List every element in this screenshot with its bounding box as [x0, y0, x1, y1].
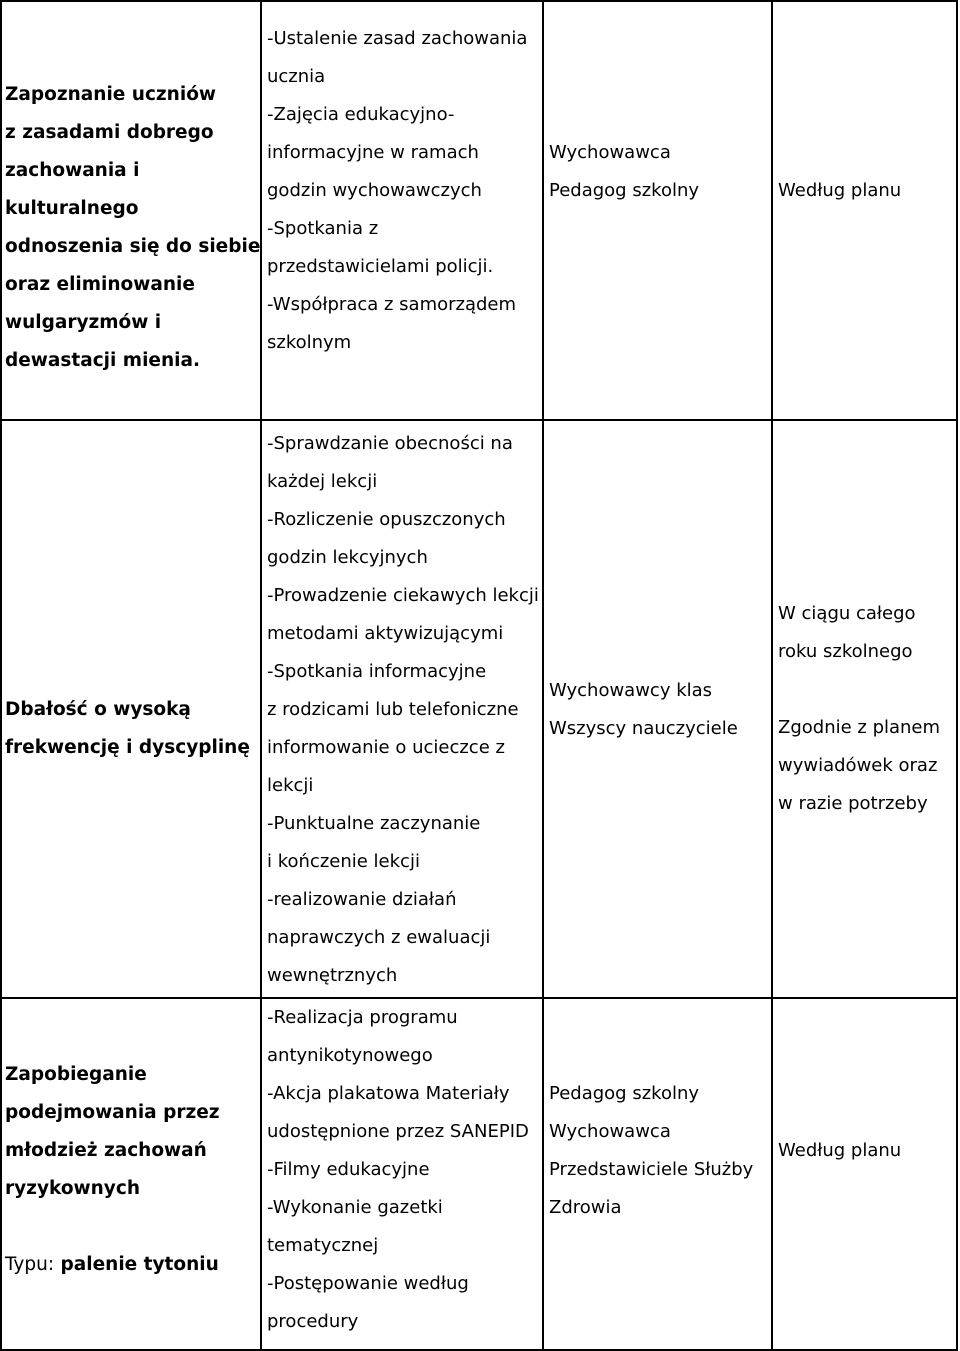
row1-responsible-line: Pedagog szkolny	[549, 180, 700, 201]
row2-activity-line: lekcji	[267, 775, 314, 796]
row2-deadline-line: Zgodnie z planem	[778, 717, 941, 738]
row1-topic-line: Zapoznanie uczniów	[5, 84, 216, 105]
row3-topic-type	[5, 1246, 220, 1284]
row2-deadline-line: roku szkolnego	[778, 641, 913, 662]
table-border-top	[0, 0, 958, 2]
row1-activity-line: ucznia	[267, 66, 326, 87]
row1-activity-line: przedstawicielami policji.	[267, 256, 494, 277]
table-border-left	[0, 0, 2, 1351]
row2-activity-line: z rodzicami lub telefoniczne	[267, 699, 519, 720]
row2-activity-line: wewnętrznych	[267, 965, 398, 986]
row3-topic-cell	[5, 1056, 220, 1284]
row2-activity-line: -Spotkania informacyjne	[267, 661, 487, 682]
row1-activity-line: -Zajęcia edukacyjno-	[267, 104, 455, 125]
row1-responsible-line: Wychowawca	[549, 142, 671, 163]
row1-topic-cell	[5, 76, 260, 380]
row2-activity-line: -Rozliczenie opuszczonych	[267, 509, 506, 530]
row3-topic-line: Zapobieganie	[5, 1064, 147, 1085]
row3-deadline-cell	[778, 1132, 901, 1170]
row2-activity-line: -Prowadzenie ciekawych lekcji	[267, 585, 539, 606]
row2-deadline-cell	[778, 595, 940, 823]
row3-topic-line: ryzykownych	[5, 1178, 140, 1199]
row2-activity-line: godzin lekcyjnych	[267, 547, 428, 568]
row1-activity-line: godzin wychowawczych	[267, 180, 482, 201]
row1-topic-line: dewastacji mienia.	[5, 350, 200, 371]
row2-responsible-line: Wszyscy nauczyciele	[549, 718, 738, 739]
row3-deadline-line: Według planu	[778, 1140, 902, 1161]
row3-activity-line: procedury	[267, 1311, 359, 1332]
row2-topic-line: Dbałość o wysoką	[5, 699, 191, 720]
row1-topic-line: odnoszenia się do siebie	[5, 236, 261, 257]
row1-topic-line: zachowania i	[5, 160, 140, 181]
row2-responsible-line: Wychowawcy klas	[549, 680, 713, 701]
row2-activities-cell	[267, 425, 539, 995]
row3-activity-line: -Postępowanie według	[267, 1273, 469, 1294]
row3-activity-line: udostępnione przez SANEPID	[267, 1121, 529, 1142]
column-divider-2	[542, 0, 544, 1351]
row3-activities-cell	[267, 999, 529, 1341]
row1-activity-line: informacyjne w ramach	[267, 142, 479, 163]
row3-topic-line: młodzież zachowań	[5, 1140, 207, 1161]
row2-deadline-line: W ciągu całego	[778, 603, 916, 624]
column-divider-3	[771, 0, 773, 1351]
row1-activity-line: -Współpraca z samorządem	[267, 294, 517, 315]
row3-topic-line: podejmowania przez	[5, 1102, 220, 1123]
row2-activity-line: -Punktualne zaczynanie	[267, 813, 481, 834]
row1-activities-cell	[267, 20, 527, 362]
row2-activity-line: informowanie o ucieczce z	[267, 737, 505, 758]
row3-responsible-cell	[549, 1075, 753, 1227]
row1-topic-line: oraz eliminowanie	[5, 274, 195, 295]
row2-activity-line: -realizowanie działań	[267, 889, 457, 910]
row2-activity-line: i kończenie lekcji	[267, 851, 420, 872]
row3-activity-line: -Realizacja programu	[267, 1007, 458, 1028]
row1-responsible-cell	[549, 134, 699, 210]
row2-activity-line: metodami aktywizującymi	[267, 623, 504, 644]
row1-topic-line: wulgaryzmów i	[5, 312, 162, 333]
row1-topic-line: z zasadami dobrego	[5, 122, 214, 143]
row3-topic-type-label: Typu:	[5, 1254, 55, 1275]
row1-activity-line: szkolnym	[267, 332, 352, 353]
row3-responsible-line: Pedagog szkolny	[549, 1083, 700, 1104]
row3-responsible-line: Wychowawca	[549, 1121, 671, 1142]
row2-deadline-line: wywiadówek oraz	[778, 755, 938, 776]
row3-responsible-line: Przedstawiciele Służby	[549, 1159, 754, 1180]
row2-responsible-cell	[549, 672, 738, 748]
row2-topic-cell	[5, 691, 250, 767]
row2-activity-line: -Sprawdzanie obecności na	[267, 433, 513, 454]
row1-deadline-cell	[778, 172, 901, 210]
row3-activity-line: -Akcja plakatowa Materiały	[267, 1083, 510, 1104]
row2-activity-line: każdej lekcji	[267, 471, 378, 492]
row-divider-1	[0, 419, 958, 421]
row3-responsible-line: Zdrowia	[549, 1197, 622, 1218]
row1-activity-line: -Spotkania z	[267, 218, 379, 239]
row3-topic-type-value: palenie tytoniu	[60, 1254, 219, 1275]
row1-deadline-line: Według planu	[778, 180, 902, 201]
row1-activity-line: -Ustalenie zasad zachowania	[267, 28, 528, 49]
row2-topic-line: frekwencję i dyscyplinę	[5, 737, 250, 758]
table-border-right	[956, 0, 958, 1351]
row3-activity-line: tematycznej	[267, 1235, 379, 1256]
row3-activity-line: antynikotynowego	[267, 1045, 433, 1066]
row2-activity-line: naprawczych z ewaluacji	[267, 927, 491, 948]
row1-topic-line: kulturalnego	[5, 198, 139, 219]
row3-activity-line: -Wykonanie gazetki	[267, 1197, 443, 1218]
row2-deadline-line: w razie potrzeby	[778, 793, 928, 814]
row3-activity-line: -Filmy edukacyjne	[267, 1159, 430, 1180]
